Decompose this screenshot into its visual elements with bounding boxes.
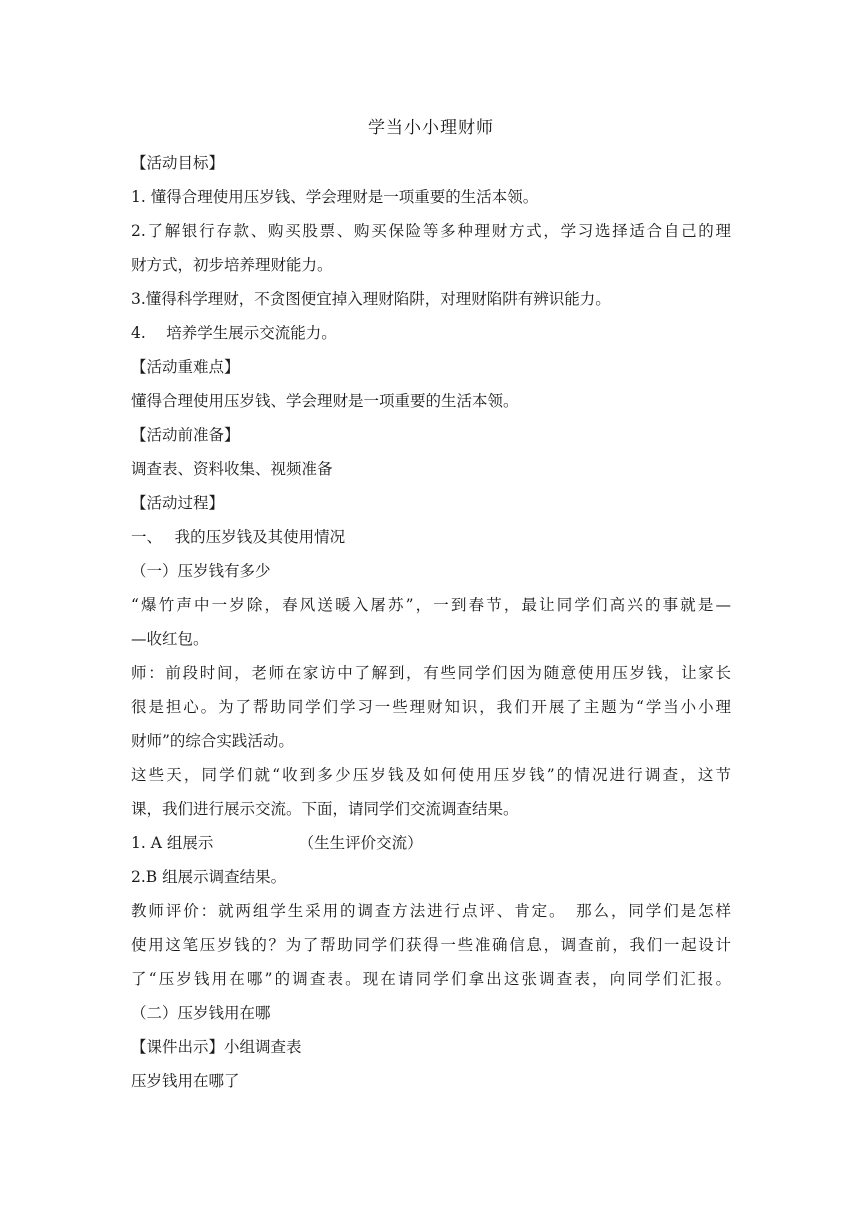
paragraph-line: 2.B 组展示调查结果。: [131, 868, 287, 886]
paragraph-line: 2.了解银行存款、购买股票、购买保险等多种理财方式，学习选择适合自己的理: [131, 222, 731, 240]
paragraph-line: 【活动目标】: [131, 154, 225, 172]
paragraph-line: 3.懂得科学理财，不贪图便宜掉入理财陷阱，对理财陷阱有辨识能力。: [131, 290, 611, 308]
document-title: 学当小小理财师: [368, 118, 494, 138]
paragraph-line: 压岁钱用在哪了: [131, 1072, 240, 1090]
document-page: [131, 112, 731, 1098]
paragraph-line: 懂得合理使用压岁钱、学会理财是一项重要的生活本领。: [131, 392, 519, 410]
document-body: [131, 146, 731, 1098]
paragraph-line: 了“压岁钱用在哪”的调查表。现在请同学们拿出这张调查表，向同学们汇报。: [131, 970, 731, 988]
paragraph-line: （一）压岁钱有多少: [131, 562, 271, 580]
paragraph-line: 财师”的综合实践活动。: [131, 732, 294, 750]
paragraph-line: —收红包。: [131, 630, 209, 648]
paragraph-line: 财方式，初步培养理财能力。: [131, 256, 333, 274]
paragraph-line: （二）压岁钱用在哪: [131, 1004, 271, 1022]
paragraph-line: 很是担心。为了帮助同学们学习一些理财知识，我们开展了主题为“学当小小理: [131, 698, 731, 716]
paragraph-line: 【活动过程】: [131, 494, 225, 512]
paragraph-line: 【课件出示】小组调查表: [131, 1038, 302, 1056]
paragraph-line: 1. A 组展示 （生生评价交流）: [131, 834, 423, 852]
paragraph-line: “爆竹声中一岁除，春风送暖入屠苏”，一到春节，最让同学们高兴的事就是—: [131, 596, 731, 614]
paragraph-line: 教师评价：就两组学生采用的调查方法进行点评、肯定。 那么，同学们是怎样: [131, 902, 731, 920]
paragraph-line: 【活动重难点】: [131, 358, 240, 376]
paragraph-line: 4. 培养学生展示交流能力。: [131, 324, 337, 342]
paragraph-line: 使用这笔压岁钱的？为了帮助同学们获得一些准确信息，调查前，我们一起设计: [131, 936, 731, 954]
paragraph-line: 【活动前准备】: [131, 426, 240, 444]
paragraph-line: 这些天，同学们就“收到多少压岁钱及如何使用压岁钱”的情况进行调查，这节: [131, 766, 731, 784]
paragraph-line: 课，我们进行展示交流。下面，请同学们交流调查结果。: [131, 800, 519, 818]
paragraph-line: 1. 懂得合理使用压岁钱、学会理财是一项重要的生活本领。: [131, 188, 539, 206]
paragraph-line: 一、 我的压岁钱及其使用情况: [131, 528, 346, 546]
paragraph-line: 调查表、资料收集、视频准备: [131, 460, 333, 478]
paragraph-line: 师：前段时间，老师在家访中了解到，有些同学们因为随意使用压岁钱，让家长: [131, 664, 731, 682]
